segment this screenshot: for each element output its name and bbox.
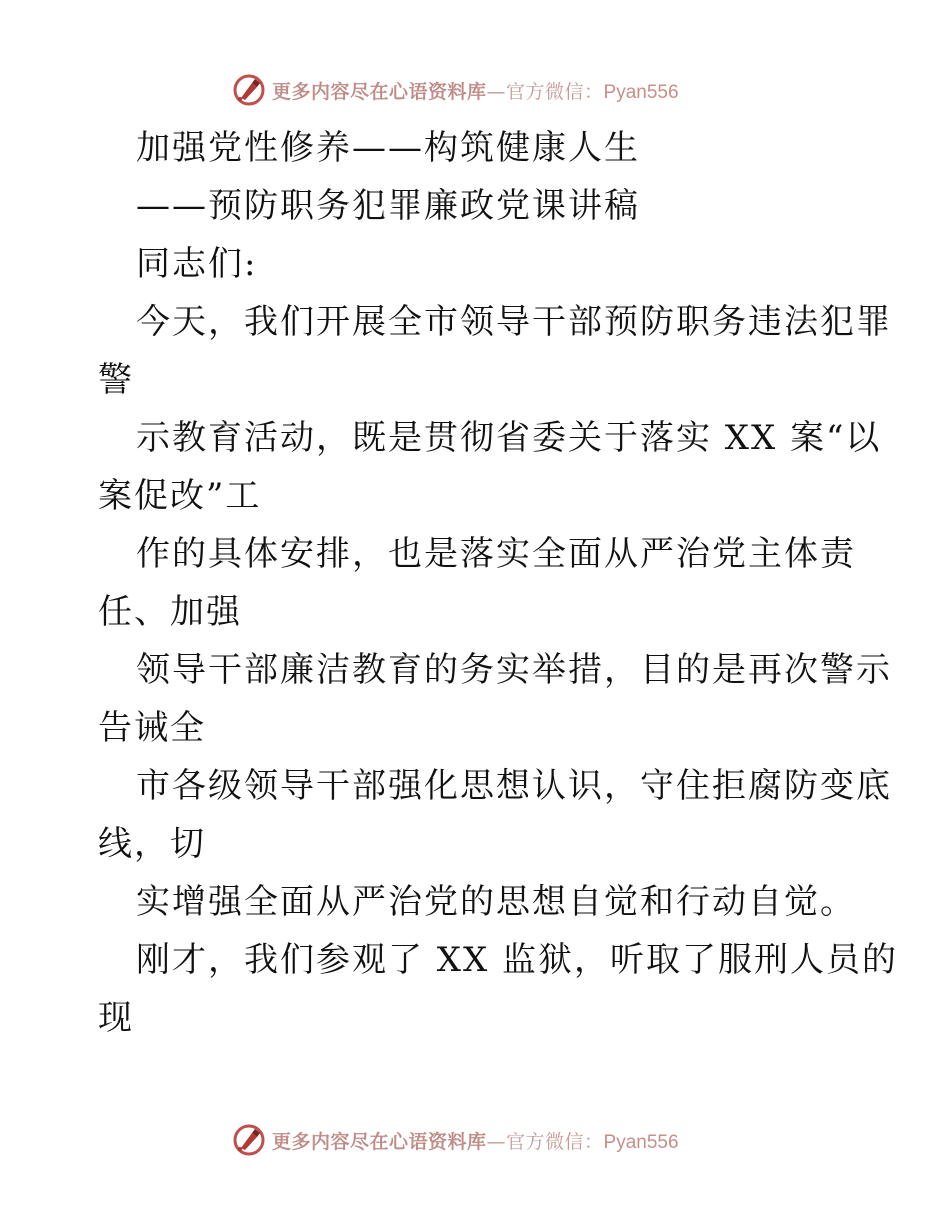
watermark-separator: — bbox=[486, 1130, 507, 1153]
paragraph-line: 实增强全面从严治党的思想自觉和行动自觉。 bbox=[136, 882, 856, 922]
watermark-text bbox=[272, 77, 679, 104]
paragraph-line: 刚才，我们参观了 XX 监狱，听取了服刑人员的 bbox=[136, 940, 899, 980]
watermark-label: 官方微信： bbox=[506, 1130, 604, 1153]
paragraph-line: 告诫全 bbox=[98, 708, 206, 748]
paragraph-line: 任、加强 bbox=[98, 592, 242, 632]
watermark-label: 官方微信： bbox=[506, 80, 604, 103]
footer-watermark bbox=[232, 1122, 679, 1158]
paragraph-line: 示教育活动，既是贯彻省委关于落实 XX 案“以 bbox=[136, 418, 882, 458]
paragraph-line: 作的具体安排，也是落实全面从严治党主体责 bbox=[136, 534, 856, 574]
watermark-brand: 更多内容尽在心语资料库 bbox=[272, 1130, 487, 1153]
watermark-text bbox=[272, 1127, 679, 1154]
header-watermark bbox=[232, 72, 679, 108]
pen-nib-circle-icon bbox=[232, 1123, 266, 1157]
paragraph-line: 案促改”工 bbox=[98, 476, 262, 516]
document-title: 加强党性修养——构筑健康人生 bbox=[136, 128, 640, 168]
watermark-wechat-id: Pyan556 bbox=[603, 1131, 679, 1153]
watermark-separator: — bbox=[486, 80, 507, 103]
paragraph-line: 市各级领导干部强化思想认识，守住拒腐防变底 bbox=[136, 766, 892, 806]
salutation: 同志们: bbox=[136, 244, 258, 284]
paragraph-line: 现 bbox=[98, 998, 134, 1038]
paragraph-line: 警 bbox=[98, 360, 134, 400]
document-subtitle: ——预防职务犯罪廉政党课讲稿 bbox=[136, 186, 640, 226]
pen-nib-circle-icon bbox=[232, 73, 266, 107]
watermark-brand: 更多内容尽在心语资料库 bbox=[272, 80, 487, 103]
paragraph-line: 今天，我们开展全市领导干部预防职务违法犯罪 bbox=[136, 302, 892, 342]
paragraph-line: 线，切 bbox=[98, 824, 206, 864]
watermark-wechat-id: Pyan556 bbox=[603, 81, 679, 103]
paragraph-line: 领导干部廉洁教育的务实举措，目的是再次警示 bbox=[136, 650, 892, 690]
